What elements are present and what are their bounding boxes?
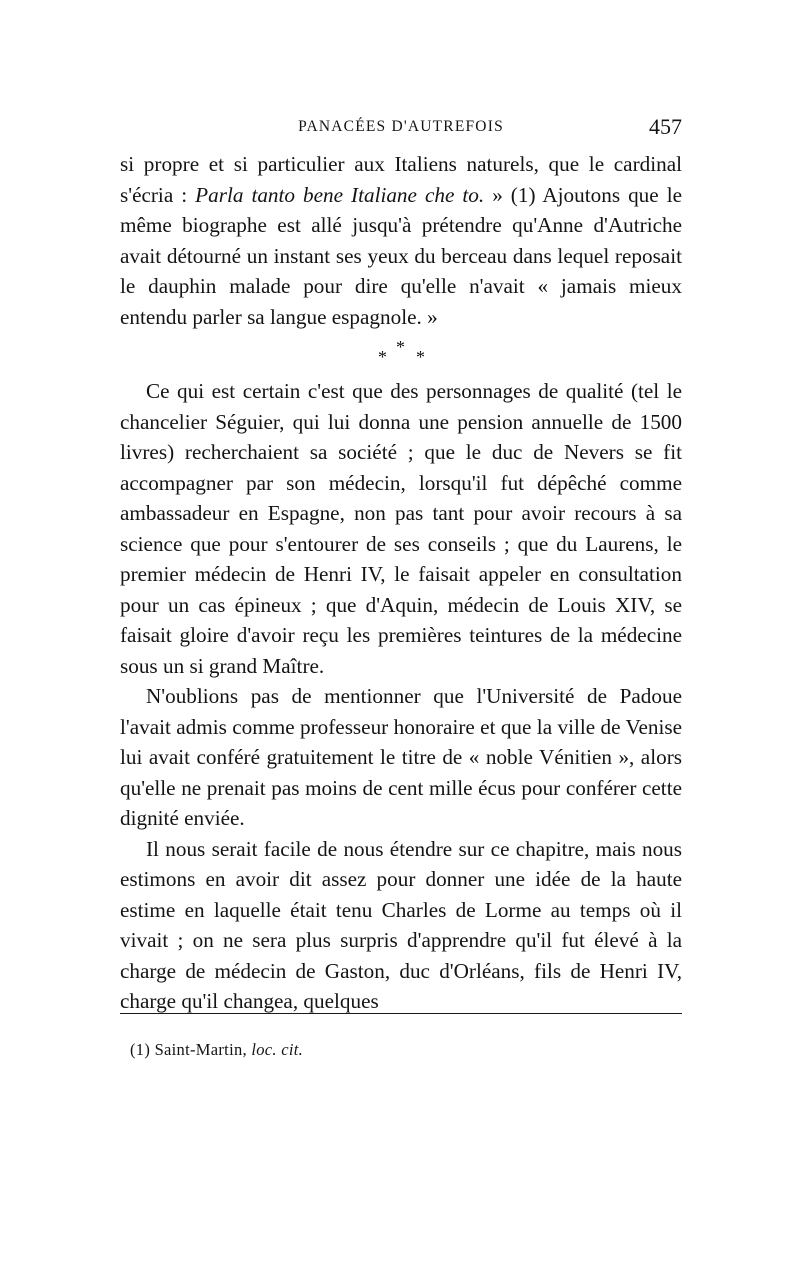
running-title: PANACÉES D'AUTREFOIS: [298, 118, 504, 135]
asterism-star-left: *: [378, 347, 387, 367]
running-head: [120, 114, 682, 144]
paragraph: N'oublions pas de mentionner que l'Université de Padoue l'avait admis comme professeur honoraire et que la ville de Venise lui avait conféré gratuitement le titre de « noble Vénitien », alors qu'elle ne prenait pas moins de cent mille écus pour conférer cette dignité enviée.: [120, 684, 682, 830]
page-number: 457: [649, 114, 682, 139]
paragraph-continued: [120, 149, 682, 332]
footnote-author: Saint-Martin,: [154, 1040, 247, 1059]
asterism-star-right: *: [416, 347, 425, 367]
section-asterism: [120, 332, 682, 376]
footnote-citation: loc. cit.: [251, 1040, 304, 1059]
paragraph: Il nous serait facile de nous étendre sur ce chapitre, mais nous estimons en avoir dit assez pour donner une idée de la haute estime en laquelle était tenu Charles de Lorme au temps où il vivait ; on ne sera plus surpris d'apprendre qu'il fut élevé à la charge de médecin de Gaston, duc d'Orléans, fils de Henri IV, charge qu'il changea, quelques: [120, 836, 682, 1013]
body-text: [120, 149, 682, 1017]
paragraph-text: si propre et si particulier aux Italiens naturels, que le cardinal s'écria :: [120, 152, 682, 207]
footnote-marker: (1): [130, 1040, 151, 1059]
footnote-rule: [120, 1013, 682, 1014]
paragraph-text: » (1) Ajoutons que le même biographe est allé jusqu'à prétendre qu'Anne d'Autriche avait détourné un instant ses yeux du berceau dans lequel reposait le dauphin malade pour dire qu'elle n'avait « jamais mieux entendu parler sa langue espagnole. »: [120, 182, 682, 329]
italian-quotation: Parla tanto bene Italiane che to.: [195, 182, 485, 207]
paragraph: Ce qui est certain c'est que des personnages de qualité (tel le chancelier Séguier, qui lui donna une pension annuelle de 1500 livres) recherchaient sa société ; que le duc de Nevers se fit accompagner par son médecin, lorsqu'il fut dépêché comme ambassadeur en Espagne, non pas tant pour avoir recours à sa science que pour s'entourer de ses conseils ; que du Laurens, le premier médecin de Henri IV, le faisait appeler en consultation pour un cas épineux ; que d'Aquin, médecin de Louis XIV, se faisait gloire d'avoir reçu les premières teintures de la médecine sous un si grand Maître.: [120, 379, 682, 678]
footnote: [130, 1040, 303, 1060]
asterism-star-top: *: [396, 337, 405, 357]
